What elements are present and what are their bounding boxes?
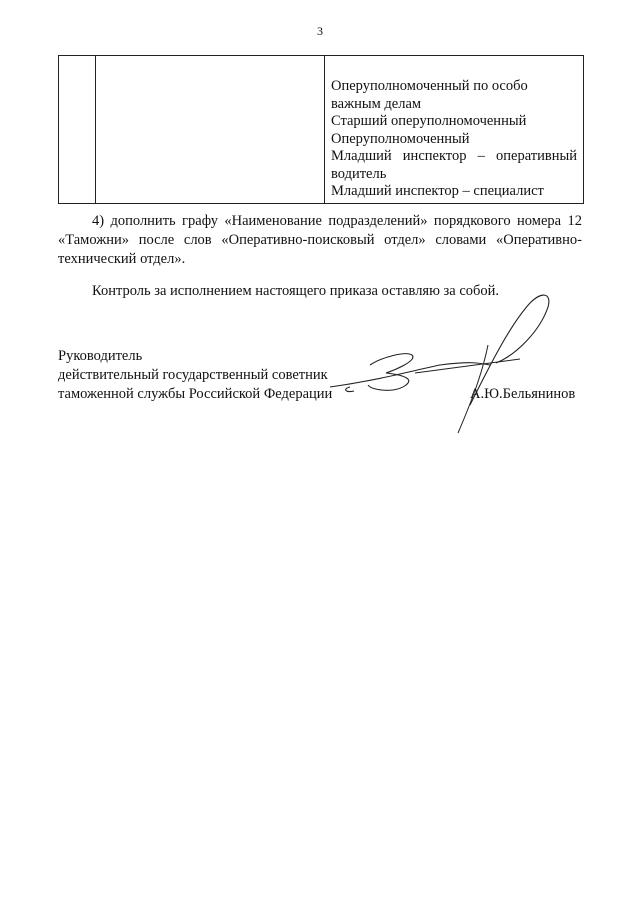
signature-stroke — [346, 387, 354, 392]
position-line: водитель — [331, 165, 387, 182]
control-paragraph: Контроль за исполнением настоящего приказа оставляю за собой. — [92, 283, 500, 299]
signatory-title-line: действительный государственный советник — [58, 367, 328, 383]
position-line: Оперуполномоченный по особо — [331, 78, 528, 94]
position-line: Оперуполномоченный — [331, 130, 470, 147]
positions-table — [58, 55, 584, 204]
table-row — [59, 56, 584, 204]
handwritten-signature — [320, 285, 580, 435]
signature-stroke — [415, 359, 520, 373]
signatory-name: А.Ю.Бельянинов — [470, 386, 576, 402]
table-cell-positions — [325, 56, 584, 204]
signatory-title-line: таможенной службы Российской Федерации — [58, 386, 333, 402]
signature-stroke — [368, 354, 413, 391]
table-cell-department — [96, 56, 325, 204]
page-number: 3 — [317, 24, 323, 38]
signatory-title-line: Руководитель — [58, 348, 143, 364]
table-cell-number — [59, 56, 96, 204]
position-line: Старший оперуполномоченный — [331, 113, 527, 129]
signatory-title — [58, 347, 332, 404]
position-line: Младший инспектор – специалист — [331, 183, 544, 199]
position-line: Младший инспектор – оперативный — [331, 148, 577, 164]
amendment-paragraph: 4) дополнить графу «Наименование подразделений» порядкового номера 12 «Таможни» после слов «Оперативно-поисковый отдел» словами «Оперативно-технический отдел». — [58, 213, 582, 267]
position-line: важным делам — [331, 95, 422, 112]
